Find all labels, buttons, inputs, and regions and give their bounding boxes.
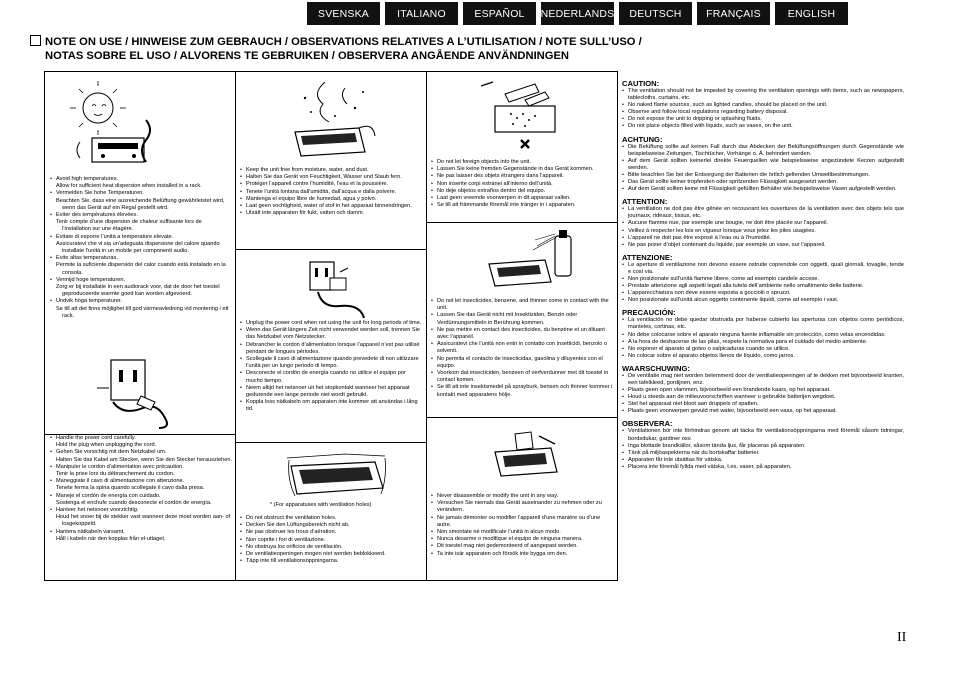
list-item-text: Protéger l’appareil contre l’humidité, l’eau et la poussière. [246, 181, 389, 188]
list-item [50, 212, 232, 234]
list-item [431, 500, 614, 514]
section-heading: ATTENTION: [622, 197, 668, 207]
list-item: • No debe colocarse sobre el aparato ninguna fuente inflamable sin protección, como velas encendidas. [622, 332, 904, 339]
list-item [50, 507, 232, 529]
list-item-text: Ne pas obstruer les trous d’aération. [246, 529, 337, 536]
note-foreign-objects [431, 159, 614, 209]
list-item [50, 435, 232, 449]
list-item-detail: Tenete ferma la spina quando scollegate il cavo dalla presa. [56, 485, 205, 492]
list-item-detail: Tenir compte d’une dispersion de chaleur suffisante lors de l’installation sur une étagère. [56, 219, 202, 233]
list-item: • Die Belüftung sollte auf keinen Fall durch das Abdecken der Belüftungsöffnungen durch Gegenstände wie beispielsweise Zeitungen, Tischtücher, Vorhänge o. Ä. behindert werden. [622, 144, 904, 158]
list-item [50, 176, 232, 190]
list-item [240, 342, 423, 356]
list-item: • Observe and follow local regulations regarding battery disposal. [622, 109, 904, 116]
list-item [240, 196, 423, 203]
list-item: • Plaats geen open vlammen, bijvoorbeeld een brandende kaars, op het apparaat. [622, 387, 904, 394]
list-item [240, 181, 423, 188]
notes-grid [44, 71, 618, 581]
list-item-text: Never disassemble or modify the unit in any way. [437, 493, 559, 499]
list-item-text: Non inserite corpi estranei all’interno dell’unità. [437, 180, 553, 187]
list-item [431, 173, 614, 180]
note-unplug [240, 320, 423, 414]
list-item: • Placera inte föremål fyllda med vätska, t.ex. vaser, på apparaten. [622, 464, 904, 471]
list-item: • Veillez à respecter les lois en vigueur lorsque vous jetez les piles usagées. [622, 228, 904, 235]
list-item: • Do not place objects filled with liquids, such as vases, on the unit. [622, 123, 904, 130]
title-line-1: NOTE ON USE / HINWEISE ZUM GEBRAUCH / OBSERVATIONS RELATIVES A L’UTILISATION / NOTE SULL’USO / [45, 36, 642, 48]
list-item-text: Ne pas laisser des objets étrangers dans l’appareil. [437, 173, 564, 180]
title-line-2: NOTAS SOBRE EL USO / ALVORENS TE GEBRUIKEN / OBSERVERA ANGÅENDE ANVÄNDNINGEN [45, 50, 570, 62]
list-item-detail: Beachten Sie, dass eine ausreichende Belüftung gewährleistet wird, wenn das Gerät auf ein Regal gestellt wird. [56, 197, 225, 211]
list-item-text: Non smontate né modificate l’unità in alcun modo. [437, 529, 561, 536]
list-item [50, 529, 232, 543]
section-list [622, 88, 904, 131]
unplug-illustration [300, 258, 380, 324]
list-item-text: Lassen Sie das Gerät nicht mit Insektiziden, Benzin oder Verdünnungsmitteln in Berührung kommen. [437, 312, 578, 326]
list-item [431, 341, 614, 355]
list-item-detail: Permite la suficiente dispersión del calor cuando está instalado en la consola. [56, 262, 226, 276]
list-item [50, 190, 232, 212]
list-item [50, 478, 232, 492]
list-item [431, 181, 614, 188]
list-item: • Ventilationen bör inte förhindras genom att täcka för ventilationsöppningarna med föremål såsom tidningar, bordsdukar, gardiner osv. [622, 428, 904, 442]
list-item [431, 298, 614, 312]
list-item: • Das Gerät sollte keiner tropfenden oder spritzenden Flüssigkeit ausgesetzt werden. [622, 179, 904, 186]
page-title [30, 35, 642, 63]
list-item: • Auf dem Gerät sollten keinerlei direkte Feuerquellen wie beispielsweise angezündete Kerzen aufgestellt werden. [622, 158, 904, 172]
list-item-text: Desconecte el cordón de energía cuando no utilice el equipo por mucho tiempo. [246, 370, 406, 384]
list-item [240, 544, 423, 551]
list-item-text: Utsätt inte apparaten för fukt, vatten och damm. [246, 210, 365, 217]
tab-deutsch[interactable]: DEUTSCH [619, 2, 692, 25]
section-list [622, 373, 904, 416]
list-item [240, 327, 423, 341]
list-item [240, 356, 423, 370]
list-item-text: Tenete l’unità lontana dall’umidità, dall’acqua e dalla polvere. [246, 188, 397, 195]
tab-francais[interactable]: FRANÇAIS [697, 2, 770, 25]
list-item [240, 385, 423, 399]
list-item: • Non posizionate sull’unità fiamme libere, come ad esempio candele accese. [622, 276, 904, 283]
list-item-text: Manipuler le cordon d’alimentation avec précaution. [56, 463, 184, 470]
safety-precautions [622, 79, 904, 475]
list-item-text: No permita el contacto de insecticidas, gasolina y diluyentes con el equipo. [437, 355, 603, 369]
tab-nederlands[interactable]: NEDERLANDS [541, 2, 614, 25]
list-item: • Stel het apparaat niet bloot aan druppels of spatten. [622, 401, 904, 408]
list-item [50, 449, 232, 463]
list-item [240, 210, 423, 217]
list-item-text: Eviter des températures élevées. [56, 212, 138, 219]
note-high-temperature [50, 176, 232, 320]
language-tabs [307, 2, 848, 25]
list-item-text: Vermeiden Sie hohe Temperaturen. [56, 190, 144, 197]
list-item [431, 312, 614, 326]
list-item-text: Maneggiate il cavo di alimentazione con attenzione. [56, 478, 185, 485]
list-item-text: Unplug the power cord when not using the unit for long periods of time. [246, 320, 422, 326]
note-moisture [240, 167, 423, 217]
list-item-text: Neem altijd het netsnoer uit het stopkontakt wanneer het apparaat gedurende een lange periode niet wordt gebruikt. [246, 384, 410, 399]
list-item: • De ventilatie mag niet worden belemmerd door de ventilatieopeningen af te dekken met bijvoorbeeld kranten, een tafelkleed, gordijnen, enz. [622, 373, 904, 387]
list-item-detail: Hold the plug when unplugging the cord. [56, 442, 157, 449]
note-ventilation [240, 515, 423, 565]
list-item [431, 551, 614, 558]
list-item [240, 522, 423, 529]
list-item-text: Hanteer het netsnoer voorzichtig. [56, 507, 139, 514]
list-item: • Ne pas poser d’objet contenant du liquide, par exemple un vase, sur l’appareil. [622, 242, 904, 249]
list-item-detail: Allow for sufficient heat dispersion when installed in a rack. [56, 183, 202, 190]
list-item-text: Täpp inte till ventilationsöppningarna. [246, 558, 339, 565]
list-item-text: Handle the power cord carefully. [56, 435, 136, 441]
list-item: • A la hora de deshacerse de las pilas, respete la normativa para el cuidado del medio ambiente. [622, 339, 904, 346]
list-item-text: Dit toestel mag niet gedemonteerd of aangepast worden. [437, 543, 578, 550]
list-item-text: Assicuratevi che l’unità non entri in contatto con insetticidi, benzolo o solventi. [437, 341, 608, 355]
list-item: • No naked flame sources, such as lighted candles, should be placed on the unit. [622, 102, 904, 109]
list-item-detail: Houd het snoer bij de stekker vast wanneer deze moet worden aan- of losgekoppeld. [56, 514, 231, 528]
list-item [240, 189, 423, 196]
list-item-text: No obstruya los orificios de ventilación. [246, 543, 343, 550]
list-item-text: Do not let insecticides, benzene, and thinner come in contact with the unit. [437, 298, 609, 312]
section-heading: WAARSCHUWING: [622, 363, 690, 373]
list-item: • Prestate attenzione agli aspetti legati alla tutela dell’ambiente nello smaltimento delle batterie. [622, 283, 904, 290]
section-heading: PRECAUCIÓN: [622, 308, 676, 318]
list-item: • No exponer el aparato al goteo o salpicaduras cuando se utilice. [622, 346, 904, 353]
list-item-detail: Se till att det finns möjlighet till god värmeavledning vid montering i ett rack. [56, 305, 229, 319]
list-item-text: No deje objetos extraños dentro del equipo. [437, 187, 546, 194]
list-item [431, 188, 614, 195]
list-item [431, 536, 614, 543]
list-item-text: Versuchen Sie niemals das Gerät auseinander zu nehmen oder zu verändern. [437, 500, 602, 514]
list-item [431, 515, 614, 529]
list-item-text: Maneje el cordón de energía con cuidado. [56, 492, 161, 499]
list-item [50, 234, 232, 256]
list-item-text: Nunca desarme o modifique el equipo de ninguna manera. [437, 536, 583, 543]
list-item [240, 167, 423, 174]
list-item: • Aucune flamme nue, par exemple une bougie, ne doit être placée sur l’appareil. [622, 220, 904, 227]
section-list [622, 317, 904, 360]
list-item: • Plaats geen voorwerpen gevuld met water, bijvoorbeeld een vaas, op het apparaat. [622, 408, 904, 415]
list-item-text: Se till att främmande föremål inte tränger in i apparaten. [437, 202, 576, 209]
list-item-detail: Zorg er bij installatie in een audiorack voor, dat de door het toestel geproduceerde warmte goed kan worden afgevoerd. [56, 284, 220, 298]
list-item [431, 202, 614, 209]
list-item [240, 174, 423, 181]
list-item [240, 551, 423, 558]
list-item [240, 529, 423, 536]
section-list [622, 262, 904, 305]
list-item: • Houd u steeds aan de milieuvoorschriften wanneer u gebruikte batterijen wegdoet. [622, 394, 904, 401]
note-power-cord [50, 435, 232, 543]
section-heading: CAUTION: [622, 79, 660, 88]
list-item-detail: Tenir la prise lors du débranchement du cordon. [56, 471, 175, 478]
list-item-text: Laat geen vochtigheid, water of stof in het apparaat binnendringen. [246, 203, 412, 210]
list-item: • Do not expose the unit to dripping or splashing fluids. [622, 116, 904, 123]
list-item [240, 399, 423, 413]
section-heading: OBSERVERA: [622, 419, 673, 429]
list-item-text: Ne pas mettre en contact des insecticides, du benzène et un diluant avec l’appareil. [437, 326, 605, 341]
list-item: • Tänk på miljöaspekterna när du bortskaffar batterier. [622, 450, 904, 457]
section-list [622, 428, 904, 471]
heat-warning-illustration [50, 80, 170, 172]
foreign-objects-illustration [465, 78, 575, 158]
list-item [431, 159, 614, 166]
tab-english[interactable]: ENGLISH [775, 2, 848, 25]
list-item: • Non posizionate sull’unità alcun oggetto contenente liquidi, come ad esempio i vasi. [622, 297, 904, 304]
list-item-detail: Assicuratevi che vi sia un’adeguata dispersione del calore quando installate l’unità in un mobile per componenti audio. [56, 240, 220, 255]
section-list [622, 206, 904, 249]
list-item [50, 464, 232, 478]
list-item [431, 384, 614, 398]
list-item: • The ventilation should not be impeded by covering the ventilation openings with items, such as newspapers, tablecloths, curtains, etc. [622, 88, 904, 102]
list-item-text: Scollegate il cavo di alimentazione quando prevedete di non utilizzare l’unità per un lungo periodo di tempo. [246, 356, 419, 370]
page-number: II [897, 630, 907, 645]
list-item-text: Halten Sie das Gerät von Feuchtigkeit, Wasser und Staub fern. [246, 174, 402, 181]
list-item: • No colocar sobre el aparato objetos llenos de líquido, como jarros. [622, 353, 904, 360]
list-item [240, 320, 423, 327]
list-item-text: Ta inte isär apparaten och försök inte bygga om den. [437, 550, 568, 557]
list-item-text: Koppla loss nätkabeln om apparaten inte kommer att användas i lång tid. [246, 399, 418, 413]
list-item [240, 203, 423, 210]
section-heading: ATTENZIONE: [622, 252, 673, 262]
list-item [50, 298, 232, 320]
list-item [50, 493, 232, 507]
list-item-text: Undvik höga temperaturer. [56, 298, 122, 305]
tab-italiano[interactable]: ITALIANO [385, 2, 458, 25]
list-item-text: Ne jamais démonter ou modifier l’appareil d’une manière ou d’une autre. [437, 514, 601, 528]
list-item-detail: Sostenga el enchufe cuando desconecte el cordón de energía. [56, 499, 212, 506]
list-item: • Apparaten får inte utsättas för vätska. [622, 457, 904, 464]
list-item [50, 255, 232, 277]
list-item-text: Non coprite i fori di ventilazione. [246, 536, 326, 543]
list-item-text: De ventilatieopeningen mogen niet worden beblokkeerd. [246, 551, 386, 558]
list-item: • L’apparecchiatura non deve essere esposta a gocciolii o spruzzi. [622, 290, 904, 297]
list-item-text: Evite altas temperaturas. [56, 255, 118, 262]
list-item-text: Hantera nätkabeln varsamt. [56, 528, 125, 535]
list-item-text: Keep the unit free from moisture, water, and dust. [246, 167, 369, 173]
list-item: • Auf dem Gerät sollten keine mit Flüssigkeit gefüllten Behälter wie beispielsweise Vasen aufgestellt werden. [622, 186, 904, 193]
list-item [431, 370, 614, 384]
list-item [431, 529, 614, 536]
list-item-text: Do not let foreign objects into the unit. [437, 159, 531, 165]
list-item-text: Se till att inte insektsmedel på sprayburk, bensen och thinner kommer i kontakt med apparatens hölje. [437, 384, 613, 398]
list-item [431, 356, 614, 370]
checkbox-icon [30, 35, 41, 46]
note-insecticides [431, 298, 614, 399]
list-item-text: Do not obstruct the ventilation holes. [246, 515, 337, 521]
list-item [240, 515, 423, 522]
moisture-illustration [275, 78, 385, 168]
list-item [240, 370, 423, 384]
list-item: • Le aperture di ventilazione non devono essere ostruite coprendole con oggetti, quali giornali, tovaglie, tende e così via. [622, 262, 904, 276]
list-item [431, 327, 614, 341]
section-list [622, 144, 904, 194]
list-item-text: Decken Sie den Lüftungsbereich nicht ab. [246, 522, 350, 529]
list-item-text: Gehen Sie vorsichtig mit dem Netzkabel um. [56, 449, 167, 456]
ventilation-illustration [285, 452, 389, 502]
tab-espanol[interactable]: ESPAÑOL [463, 2, 536, 25]
list-item: • Inga blottade brandkällor, såsom tända ljus, får placeras på apparaten. [622, 443, 904, 450]
list-item [240, 558, 423, 565]
ventilation-caption: * (For apparatuses with ventilation holes) [270, 502, 372, 508]
list-item: • L’appareil ne doit pas être exposé à l’eau ou à l’humidité. [622, 235, 904, 242]
note-disassemble [431, 493, 614, 558]
list-item-text: Wenn das Gerät längere Zeit nicht verwendet werden soll, trennen Sie das Netzkabel vom Netzstecker. [246, 327, 421, 341]
list-item: • La ventilation ne doit pas être gênée en recouvrant les ouvertures de la ventilation avec des objets tels que journaux, rideaux, tissus, etc. [622, 206, 904, 220]
list-item-text: Voorkom dat insecticiden, benzeen of verfverdunner met dit toestel in contact komen. [437, 370, 609, 384]
list-item-text: Lassen Sie keine fremden Gegenstände in das Gerät kommen. [437, 166, 594, 173]
list-item-text: Vermijd hoge temperaturen. [56, 276, 126, 283]
list-item-detail: Halten Sie das Kabel am Stecker, wenn Sie den Stecker herausziehen. [56, 456, 232, 463]
list-item [431, 166, 614, 173]
list-item-text: Avoid high temperatures. [56, 176, 119, 182]
list-item [431, 493, 614, 500]
tab-svenska[interactable]: SVENSKA [307, 2, 380, 25]
list-item: • Bitte beachten Sie bei der Entsorgung der Batterien die örtlich geltenden Umweltbestimmungen. [622, 172, 904, 179]
list-item: • La ventilación no debe quedar obstruida por haberse cubierto las aperturas con objetos como periódicos, manteles, cortinas, etc. [622, 317, 904, 331]
list-item [240, 537, 423, 544]
insecticide-illustration [475, 230, 585, 296]
list-item-text: Laat geen vreemde voorwerpen in dit apparaat vallen. [437, 195, 571, 202]
disassemble-illustration [475, 430, 575, 488]
list-item-detail: Håll i kabeln när den kopplas från el-uttaget. [56, 535, 166, 542]
list-item-text: Débrancher le cordon d’alimentation lorsque l’appareil n’est pas utilisé pendant de longues périodes. [246, 341, 420, 355]
power-cord-illustration [93, 358, 183, 430]
list-item [50, 277, 232, 299]
list-item-text: Mantenga el equipo libre de humedad, agua y polvo. [246, 195, 377, 202]
list-item [431, 543, 614, 550]
list-item-text: Evitate di esporre l’unità a temperature elevate. [56, 233, 174, 240]
section-heading: ACHTUNG: [622, 134, 663, 144]
